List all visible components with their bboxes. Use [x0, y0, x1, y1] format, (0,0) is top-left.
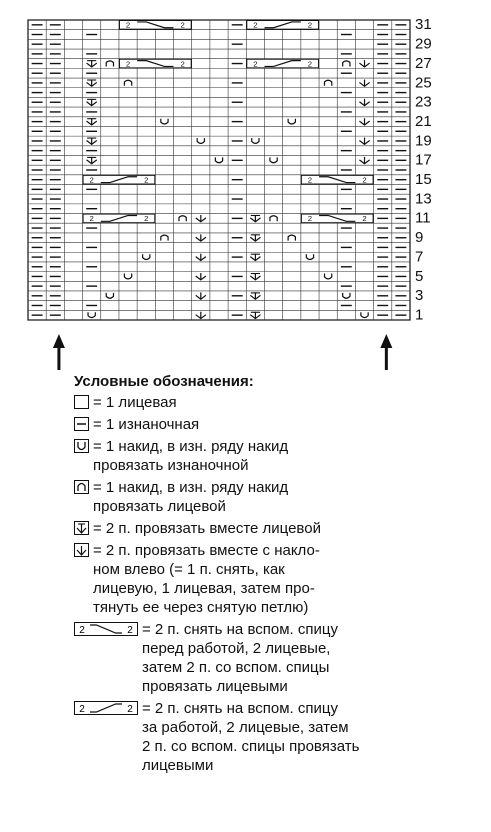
svg-text:2: 2: [79, 625, 85, 636]
cable-label: 2: [362, 214, 367, 224]
ssk-icon: [74, 543, 89, 557]
row-number-label: 27: [415, 54, 432, 72]
row-number-label: 11: [415, 209, 431, 227]
knitting-chart: [0, 0, 491, 372]
row-number-label: 17: [415, 151, 432, 169]
cable-label: 2: [125, 59, 131, 69]
cable-label: 2: [307, 175, 313, 185]
row-number-label: 19: [415, 132, 432, 150]
svg-text:2: 2: [79, 704, 85, 715]
row-number-label: 15: [415, 171, 432, 189]
legend-item-knit: [74, 393, 484, 412]
row-number-label: 25: [415, 74, 432, 92]
knit-icon: [74, 395, 89, 409]
cable-label: 2: [125, 20, 131, 30]
cable-right-icon: [74, 622, 138, 636]
row-number-label: 21: [415, 112, 432, 130]
repeat-arrow: [53, 334, 65, 348]
legend-item-text: = 1 накид, в изн. ряду накид провязать изнаночной: [93, 438, 289, 474]
cable-label: 2: [307, 59, 313, 69]
row-number-label: 9: [415, 229, 424, 247]
legend-item-text: = 2 п. снять на вспом. спицу за работой, 2 лицевые, затем 2 п. со вспом. спицы провязать лицевыми: [142, 700, 360, 774]
cable-label: 2: [307, 214, 313, 224]
legend-item-k2tog: [74, 519, 484, 538]
row-number-label: 7: [415, 248, 424, 266]
svg-text:2: 2: [127, 625, 133, 636]
row-number-label: 13: [415, 190, 432, 208]
row-number-label: 1: [415, 306, 424, 324]
legend-item-yo-knit: [74, 478, 484, 516]
legend: [74, 372, 484, 778]
chart-grid: [28, 20, 410, 320]
legend-item-text: = 1 изнаночная: [93, 416, 200, 433]
legend-item-ssk: [74, 541, 484, 617]
purl-icon: [74, 417, 89, 431]
repeat-arrow: [380, 334, 392, 348]
row-number-label: 31: [415, 16, 432, 34]
row-number-label: 29: [415, 35, 432, 53]
cable-label: 2: [253, 20, 258, 30]
cable-left-icon: [74, 701, 138, 715]
cable-label: 2: [89, 214, 94, 224]
yo-purl-icon: [74, 439, 89, 453]
legend-title: Условные обозначения:: [74, 373, 254, 390]
cable-label: 2: [89, 175, 94, 185]
cable-label: 2: [144, 214, 149, 224]
svg-text:2: 2: [127, 704, 133, 715]
cable-label: 2: [180, 20, 185, 30]
legend-item-text: = 2 п. снять на вспом. спицу перед работой, 2 лицевые, затем 2 п. со вспом. спицы провязать лицевыми: [142, 621, 338, 695]
cable-label: 2: [144, 175, 149, 185]
legend-item-text: = 2 п. провязать вместе лицевой: [93, 520, 321, 537]
legend-item-text: = 2 п. провязать вместе с накло- ном влево (= 1 п. снять, как лицевую, 1 лицевая, затем про- тянуть ее через снятую петлю): [93, 542, 320, 616]
cable-label: 2: [307, 20, 313, 30]
legend-item-cable-left: [74, 699, 484, 775]
cable-label: 2: [180, 59, 185, 69]
legend-item-text: = 1 накид, в изн. ряду накид провязать лицевой: [93, 479, 289, 515]
cable-label: 2: [362, 175, 367, 185]
k2tog-icon: [74, 521, 89, 535]
row-number-label: 3: [415, 287, 424, 305]
legend-item-cable-right: [74, 620, 484, 696]
legend-item-yo-purl: [74, 437, 484, 475]
legend-item-text: = 1 лицевая: [93, 394, 177, 411]
cable-label: 2: [253, 59, 258, 69]
row-number-label: 23: [415, 93, 432, 111]
legend-item-purl: [74, 415, 484, 434]
yo-knit-icon: [74, 480, 89, 494]
row-number-label: 5: [415, 267, 424, 285]
